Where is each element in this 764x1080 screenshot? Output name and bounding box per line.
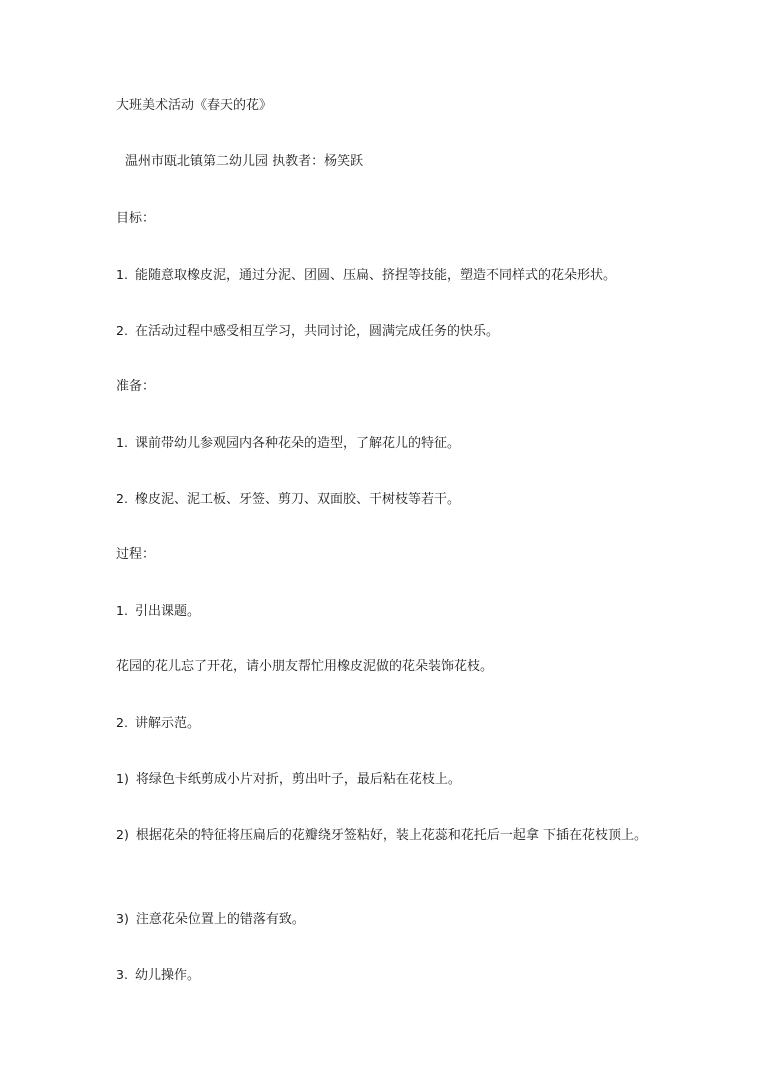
step-text: 引出课题。	[134, 604, 200, 619]
process-step	[116, 597, 654, 626]
prep-text: 课前带幼儿参观园内各种花朵的造型，了解花儿的特征。	[134, 436, 460, 451]
goal-number: 1.	[116, 267, 128, 282]
step-number: 3.	[116, 967, 128, 982]
step-text: 讲解示范。	[134, 716, 200, 731]
substep-item	[116, 765, 654, 794]
substep-item	[116, 905, 654, 934]
step-body: 花园的花儿忘了开花，请小朋友帮忙用橡皮泥做的花朵装饰花枝。	[116, 659, 494, 674]
step-number: 1.	[116, 603, 128, 618]
document-title: 大班美术活动《春天的花》	[116, 98, 273, 113]
substep-text: 根据花朵的特征将压扁后的花瓣绕牙签粘好，装上花蕊和花托后一起拿 下插在花枝顶上。	[135, 828, 647, 843]
prep-item	[116, 485, 654, 514]
step-text: 幼儿操作。	[134, 968, 200, 983]
prep-text: 橡皮泥、泥工板、牙签、剪刀、双面胶、干树枝等若干。	[134, 492, 460, 507]
substep-number: 2)	[116, 827, 129, 842]
goal-number: 2.	[116, 323, 128, 338]
author-line: 温州市瓯北镇第二幼儿园 执教者：杨笑跃	[125, 154, 364, 169]
process-heading: 过程：	[116, 547, 156, 562]
substep-text: 注意花朵位置上的错落有致。	[135, 912, 305, 927]
goal-item	[116, 261, 654, 290]
substep-number: 1)	[116, 771, 129, 786]
goal-item	[116, 317, 654, 346]
process-step	[116, 961, 654, 990]
substep-text: 将绿色卡纸剪成小片对折，剪出叶子，最后粘在花枝上。	[135, 772, 461, 787]
substep-number: 3)	[116, 911, 129, 926]
prep-number: 2.	[116, 491, 128, 506]
substep-item	[116, 821, 654, 850]
goal-text: 在活动过程中感受相互学习，共同讨论，圆满完成任务的快乐。	[134, 324, 499, 339]
prep-heading: 准备：	[116, 379, 156, 394]
step-number: 2.	[116, 715, 128, 730]
goal-text: 能随意取橡皮泥，通过分泥、团圆、压扁、挤捏等技能，塑造不同样式的花朵形状。	[134, 268, 616, 283]
prep-item	[116, 429, 654, 458]
process-step	[116, 709, 654, 738]
goals-heading: 目标：	[116, 211, 156, 226]
prep-number: 1.	[116, 435, 128, 450]
